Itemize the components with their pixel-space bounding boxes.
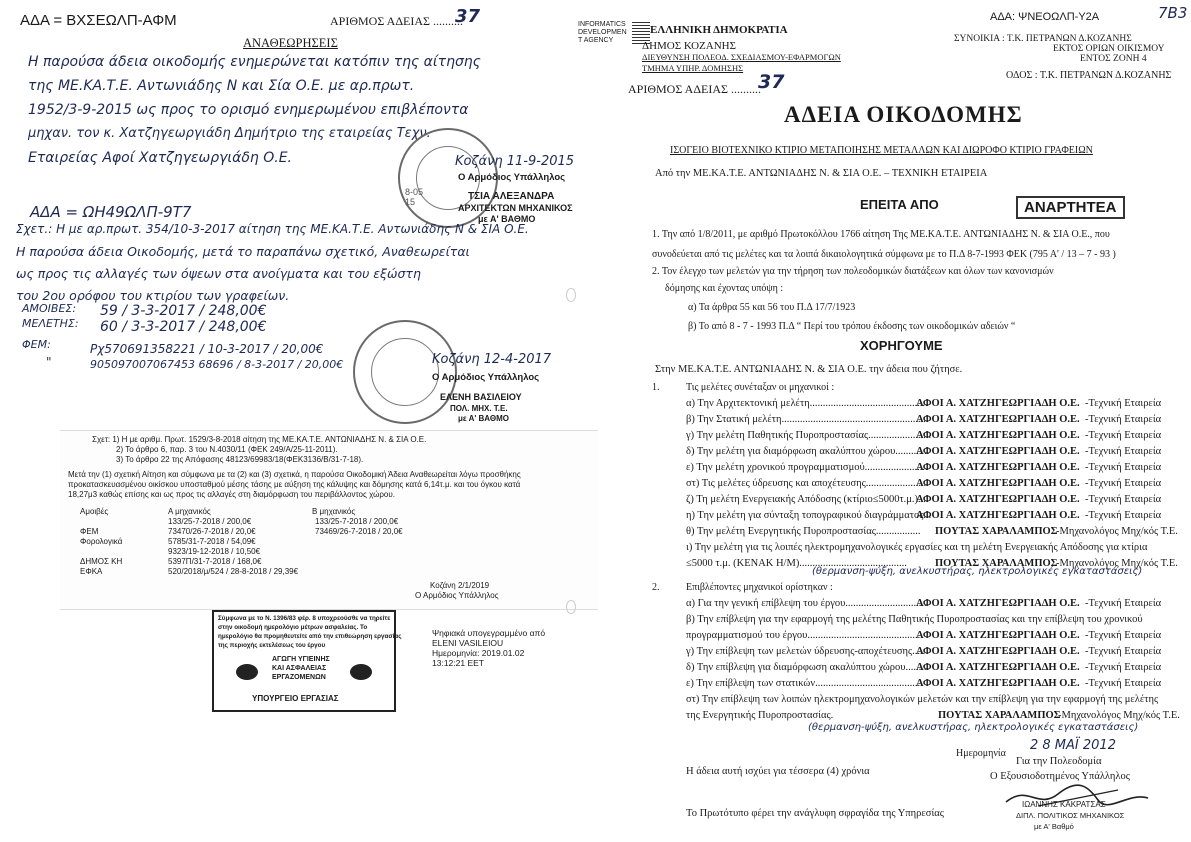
section-2-head: Επιβλέποντες μηχανικοί ορίστηκαν :: [686, 582, 833, 593]
hand-note-iota: (θερμανση-ψύξη, ανελκυστήρας, ηλεκτρολογικές εγκαταστάσεις): [812, 566, 1143, 577]
engineer-row: [598, 414, 1188, 430]
insert-row-b: 133/25-7-2018 / 200,0€: [315, 517, 399, 526]
isxyei-line: Η άδεια αυτή ισχύει για τέσσερα (4) χρόνια: [686, 766, 870, 777]
armodios-2: Ο Αρμόδιος Υπάλληλος: [432, 372, 540, 383]
engineer-row: [598, 446, 1188, 462]
engineer-iota-name: ΠΟΥΤΑΣ ΧΑΡΑΛΑΜΠΟΣ: [935, 558, 1058, 569]
hand-note-line: του 2ου ορόφου του κτιρίου των γραφείων.: [16, 288, 290, 303]
insert-row-a: 73470/26-7-2018 / 20,0€: [168, 527, 256, 536]
insert-row-a: 9323/19-12-2018 / 10,50€: [168, 547, 261, 556]
paragraph-2-line: 2. Τον έλεγχο των μελετών για την τήρηση των πολεοδομικών διατάξεων και όλων των κανονισμών: [652, 266, 1054, 277]
ministry-emblem-icon: [350, 664, 372, 680]
stamp-grade-1: με Α' ΒΑΘΜΟ: [478, 214, 536, 224]
meletes-label: ΜΕΛΕΤΗΣ:: [22, 317, 79, 330]
sxet-1: Σχετ: 1) Η με αριθμ. Πρωτ. 1529/3-8-2018 αίτηση της ΜΕ.ΚΑ.Τ.Ε. ΑΝΤΩΝΙΑΔΗΣ Ν. & ΣΙΑ Ο.Ε.: [92, 435, 427, 444]
engineer-row-name: ΠΟΥΤΑΣ ΧΑΡΑΛΑΜΠΟΣ: [935, 526, 1058, 537]
arithmos-value-left: 37: [455, 6, 481, 27]
ministry-stamp-line: της περιοχής εκτελέσεως του έργου: [218, 642, 326, 649]
xorigoume: ΧΟΡΗΓΟΥΜΕ: [860, 338, 943, 353]
apo-line: Από την ΜΕ.ΚΑ.Τ.Ε. ΑΝΤΩΝΙΑΔΗΣ Ν. & ΣΙΑ Ο.Ε. – ΤΕΧΝΙΚΗ ΕΤΑΙΡΕΙΑ: [655, 168, 988, 179]
digital-sig-line: Ψηφιακά υπογεγραμμένο από: [432, 628, 546, 638]
paragraph-1-line: συνοδεύεται από τις μελέτες και τα λοιπά δικαιολογητικά σύμφωνα με το Π.Δ 8-7-1993 ΦΕΚ (795 Α' / 13 – 7 - 93 ): [652, 249, 1116, 260]
hand-note-line: μηχαν. τον κ. Χατζηγεωργιάδη Δημήτριο της εταιρείας Τεχν.: [28, 126, 431, 141]
engineer-row-label: ε) Την μελέτη χρονικού προγραμματισμού........................: [686, 462, 928, 473]
ada-top-right: ΑΔΑ: ΨΝΕΟΩΛΠ-Υ2Α: [990, 11, 1100, 23]
paragraph-2b: β) Το από 8 - 7 - 1993 Π.Δ “ Περί του τρόπου έκδοσης των οικοδομικών αδειών “: [688, 321, 1016, 332]
digital-sig-line: ELENI VASILEIOU: [432, 638, 504, 648]
digital-sig-line: Ημερομηνία: 2019.01.02: [432, 648, 525, 658]
hand-top-right: 7Β3: [1158, 4, 1188, 22]
hand-note-line: ως προς τις αλλαγές των όψεων στα ανοίγματα και του εξώστη: [16, 266, 421, 281]
supervisor-row-type: -Τεχνική Εταιρεία: [1085, 678, 1162, 689]
engineer-row-type: -Τεχνική Εταιρεία: [1085, 430, 1162, 441]
sxet-3: 3) Το άρθρο 22 της Απόφασης 48123/69983/18(ΦΕΚ3136/Β/31-7-18).: [116, 455, 364, 464]
supervisor-row-label: της Ενεργητικής Πυροπροστασίας.: [686, 710, 834, 721]
insert-body-line: προκατασκευασμένου οικίσκου υποσταθμού μέσης τάσης με αύξηση της κάλυψης και δόμησης κατά 6,14τ.μ. και του όγκου κατά: [68, 480, 521, 489]
kozani-date-1: Κοζάνη 11-9-2015: [455, 154, 575, 169]
paragraph-2-line: δόμησης και έχοντας υπόψη :: [665, 283, 784, 294]
fem-label: ΦΕΜ:: [22, 338, 51, 351]
insert-body-line: Μετά την (1) σχετική Αίτηση και σύμφωνα με τα (2) και (3) σχετικά, η παρούσα Οικοδομική Άδεια Αναθεωρείται λόγω προσθήκης: [68, 470, 521, 479]
binder-hole: [566, 288, 576, 302]
imerominia-value: 2 8 ΜΑΪ 2012: [1030, 738, 1116, 753]
supervisor-row-label: στ) Την επίβλεψη των λοιπών ηλεκτρομηχανολογικών μελετών και την επίβλεψη για την εφαρμογή της μελέτης: [686, 694, 1159, 705]
signatory-name: ΙΩΑΝΝΗΣ ΚΑΚΡΑΤΣΑΣ: [1022, 800, 1106, 809]
engineer-iota-type: -Μηχανολόγος Μηχ/κός Τ.Ε.: [1056, 558, 1178, 569]
engineer-row-name: ΑΦΟΙ Α. ΧΑΤΖΗΓΕΩΡΓΙΑΔΗ Ο.Ε.: [916, 446, 1080, 457]
arithmos-label-right: ΑΡΙΘΜΟΣ ΑΔΕΙΑΣ ..........: [628, 82, 762, 96]
ministry-stamp-line: Σύμφωνα με το Ν. 1396/83 φέρ. 8 υποχρεούσθε να τηρείτε: [218, 615, 391, 622]
supervisor-row-label: β) Την επίβλεψη για την εφαρμογή της μελέτης Παθητικής Πυροπροστασίας και την επίβλεψη του χρονικού: [686, 614, 1143, 625]
engineer-row-label: δ) Την μελέτη για διαμόρφωση ακαλύπτου χώρου.............: [686, 446, 930, 457]
col-head-a: Α μηχανικός: [168, 507, 211, 516]
exousiodotimenos: Ο Εξουσιοδοτημένος Υπάλληλος: [990, 771, 1130, 782]
hand-note-line: Σχετ.: Η με αρ.πρωτ. 354/10-3-2017 αίτηση της ΜΕ.ΚΑ.Τ.Ε. Αντωνιάδης Ν & ΣΙΑ Ο.Ε.: [16, 222, 529, 236]
ministry-stamp-center: ΚΑΙ ΑΣΦΑΛΕΙΑΣ: [272, 665, 327, 672]
engineer-row-name: ΑΦΟΙ Α. ΧΑΤΖΗΓΕΩΡΓΙΑΔΗ Ο.Ε.: [916, 510, 1080, 521]
insert-row-label: ΕΦΚΑ: [80, 567, 103, 576]
engineer-row-type: -Τεχνική Εταιρεία: [1085, 446, 1162, 457]
engineer-row-name: ΑΦΟΙ Α. ΧΑΤΖΗΓΕΩΡΓΙΑΔΗ Ο.Ε.: [916, 478, 1080, 489]
engineer-row-type: -Τεχνική Εταιρεία: [1085, 462, 1162, 473]
tmima: ΤΜΗΜΑ ΥΠΗΡ. ΔΟΜΗΣΗΣ: [642, 63, 744, 73]
dieuthinsi: ΔΙΕΥΘΥΝΣΗ ΠΟΛΕΟΔ. ΣΧΕΔΙΑΣΜΟΥ-ΕΦΑΡΜΟΓΩΝ: [642, 52, 841, 62]
supervisor-row-label: ε) Την επίβλεψη των στατικών.........................................: [686, 678, 923, 689]
engineer-row-type: -Τεχνική Εταιρεία: [1085, 510, 1162, 521]
supervisor-row-label: γ) Την επίβλεψη των μελετών ύδρευσης-αποχέτευσης.....: [686, 646, 926, 657]
ministry-stamp-footer: ΥΠΟΥΡΓΕΙΟ ΕΡΓΑΣΙΑΣ: [252, 694, 339, 703]
supervisor-row-label: προγραμματισμού του έργου...........................................: [686, 630, 921, 641]
stin-line: Στην ΜΕ.ΚΑ.Τ.Ε. ΑΝΤΩΝΙΑΔΗΣ Ν. & ΣΙΑ Ο.Ε. την άδεια που ζήτησε.: [655, 364, 963, 375]
insert-body-line: 18,27μ3 καθώς επίσης και ως προς τις αλλαγές στη διαμόρφωση του περιβάλλοντος χώρου.: [68, 490, 395, 499]
gia-poleodomia: Για την Πολεοδομία: [1016, 756, 1102, 767]
supervisor-row-name: ΑΦΟΙ Α. ΧΑΤΖΗΓΕΩΡΓΙΑΔΗ Ο.Ε.: [916, 662, 1080, 673]
insert-row-a: 5785/31-7-2018 / 54,09€: [168, 537, 256, 546]
synoikia: ΣΥΝΟΙΚΙΑ : Τ.Κ. ΠΕΤΡΑΝΩΝ Δ.ΚΟΖΑΝΗΣ: [954, 34, 1132, 44]
amoives-label: ΑΜΟΙΒΕΣ:: [22, 302, 77, 315]
supervisor-row-name: ΑΦΟΙ Α. ΧΑΤΖΗΓΕΩΡΓΙΑΔΗ Ο.Ε.: [916, 630, 1080, 641]
engineer-row-label: γ) Την μελέτη Παθητικής Πυροπροστασίας........................: [686, 430, 932, 441]
hand-note-line: 1952/3-9-2015 ως προς το ορισμό ενημερωμένου επιβλέποντα: [28, 102, 469, 118]
supervisor-row-name: ΑΦΟΙ Α. ΧΑΤΖΗΓΕΩΡΓΙΑΔΗ Ο.Ε.: [916, 646, 1080, 657]
insert-row-label: Φορολογικά: [80, 537, 123, 546]
col-head-amoives: Αμοιβές: [80, 507, 109, 516]
ministry-stamp-line: στην οικοδομή ημερολόγιο μέτρων ασφαλείας. Το: [218, 624, 368, 631]
engineer-row-name: ΑΦΟΙ Α. ΧΑΤΖΗΓΕΩΡΓΙΑΔΗ Ο.Ε.: [916, 494, 1080, 505]
paragraph-1-line: 1. Την από 1/8/2011, με αριθμό Πρωτοκόλλου 1766 αίτηση Της ΜΕ.ΚΑ.Τ.Ε. ΑΝΤΩΝΙΑΔΗΣ Ν. & ΣΙΑ Ο.Ε., που: [652, 229, 1110, 240]
stamp-title-1: ΑΡΧΙΤΕΚΤΩΝ ΜΗΧΑΝΙΚΟΣ: [458, 203, 573, 213]
engineer-row: [598, 510, 1188, 526]
engineer-iota-line: ι) Την μελέτη για τις λοιπές ηλεκτρομηχανολογικές εργασίες και τη μελέτη Ενεργειακής Απόδοσης για κτίρια: [686, 542, 1148, 553]
supervisor-row-type: -Τεχνική Εταιρεία: [1085, 662, 1162, 673]
engineer-row: [598, 494, 1188, 510]
insert-row-label: ΦΕΜ: [80, 527, 99, 536]
engineer-row-name: ΑΦΟΙ Α. ΧΑΤΖΗΓΕΩΡΓΙΑΔΗ Ο.Ε.: [916, 414, 1080, 425]
hand-note-st: (θερμανση-ψύξη, ανελκυστήρας, ηλεκτρολογικές εγκαταστάσεις): [808, 722, 1139, 733]
stamp-name-2: ΕΛΕΝΗ ΒΑΣΙΛΕΙΟΥ: [440, 392, 522, 402]
supervisor-row-name: ΑΦΟΙ Α. ΧΑΤΖΗΓΕΩΡΓΙΑΔΗ Ο.Ε.: [916, 678, 1080, 689]
supervisor-row-name: ΠΟΥΤΑΣ ΧΑΡΑΛΑΜΠΟΣ: [938, 710, 1061, 721]
stamp-title-2: ΠΟΛ. ΜΗΧ. Τ.Ε.: [450, 404, 508, 413]
engineer-row-label: θ) Την μελέτη Ενεργητικής Πυροπροστασίας.................: [686, 526, 921, 537]
meletes-value: 60 / 3-3-2017 / 248,00€: [100, 319, 267, 335]
insert-row-label: ΔΗΜΟΣ ΚΗ: [80, 557, 123, 566]
right-page: [578, 0, 1191, 842]
engineer-row-name: ΑΦΟΙ Α. ΧΑΤΖΗΓΕΩΡΓΙΑΔΗ Ο.Ε.: [916, 398, 1080, 409]
ektos-orion: ΕΚΤΟΣ ΟΡΙΩΝ ΟΙΚΙΣΜΟΥ: [1053, 44, 1165, 54]
amoives-value: 59 / 3-3-2017 / 248,00€: [100, 303, 267, 319]
digital-sig-line: 13:12:21 EET: [432, 658, 484, 668]
stamp-name-1: ΤΣΙΑ ΑΛΕΞΑΝΔΡΑ: [468, 191, 555, 202]
signatory-title: ΔΙΠΛ. ΠΟΛΙΤΙΚΟΣ ΜΗΧΑΝΙΚΟΣ: [1016, 811, 1125, 820]
supervisor-row-name: ΑΦΟΙ Α. ΧΑΤΖΗΓΕΩΡΓΙΑΔΗ Ο.Ε.: [916, 598, 1080, 609]
logo-line: T AGENCY: [578, 37, 614, 44]
fem-value-1: Ρχ570691358221 / 10-3-2017 / 20,00€: [90, 342, 324, 356]
armodios-1: Ο Αρμόδιος Υπάλληλος: [458, 172, 566, 183]
supervisor-row-label: α) Για την γενική επίβλεψη του έργου...............................: [686, 598, 927, 609]
revision-insert: [60, 430, 600, 610]
engineer-row: [598, 526, 1188, 542]
engineer-row-name: ΑΦΟΙ Α. ΧΑΤΖΗΓΕΩΡΓΙΑΔΗ Ο.Ε.: [916, 430, 1080, 441]
odos: ΟΔΟΣ : Τ.Κ. ΠΕΤΡΑΝΩΝ Δ.ΚΟΖΑΝΗΣ: [1006, 70, 1172, 81]
engineer-row-type: -Τεχνική Εταιρεία: [1085, 398, 1162, 409]
stamp-grade-2: με Α' ΒΑΘΜΟ: [458, 414, 509, 423]
signatory-grade: με Α' Βαθμό: [1034, 822, 1074, 831]
paragraph-2a: α) Τα άρθρα 55 και 56 του Π.Δ 17/7/1923: [688, 302, 856, 313]
engineer-row-label: α) Την Αρχιτεκτονική μελέτη.............................................: [686, 398, 928, 409]
ada-top-left: ΑΔΑ = ΒΧΣΕΩΛΠ-ΑΦΜ: [20, 12, 177, 29]
hand-note-line: Η παρούσα άδεια Οικοδομής, μετά το παραπάνω σχετικό, Αναθεωρείται: [16, 244, 470, 259]
hand-note-line: της ΜΕ.ΚΑ.Τ.Ε. Αντωνιάδης Ν και Σία Ο.Ε. με αρ.πρωτ.: [28, 78, 415, 94]
engineer-row-type: -Τεχνική Εταιρεία: [1085, 494, 1162, 505]
ministry-labour-stamp: [212, 610, 402, 712]
supervisor-row-type: -Μηχανολόγος Μηχ/κός Τ.Ε.: [1058, 710, 1180, 721]
col-head-b: Β μηχανικός: [312, 507, 356, 516]
engineer-row: [598, 398, 1188, 414]
ada-2: ΑΔΑ = ΩΗ49ΩΛΠ-9Τ7: [30, 203, 192, 221]
dimos: ΔΗΜΟΣ ΚΟΖΑΝΗΣ: [642, 40, 736, 52]
engineer-row: [598, 478, 1188, 494]
engineer-row-label: η) Την μελέτη για σύνταξη τοπογραφικού διαγράμματος...: [686, 510, 932, 521]
supervisor-row-label: δ) Την επίβλεψη για διαμόρφωση ακαλύπτου χώρου.........: [686, 662, 930, 673]
supervisor-row-type: -Τεχνική Εταιρεία: [1085, 646, 1162, 657]
imerominia-label: Ημερομηνία: [956, 748, 1006, 759]
hand-note-line: Η παρούσα άδεια οικοδομής ενημερώνεται κατόπιν της αίτησης: [28, 54, 481, 70]
small-num: 15: [405, 197, 416, 207]
elliniki-dimokratia: ΕΛΛΗΝΙΚΗ ΔΗΜΟΚΡΑΤΙΑ: [650, 24, 788, 36]
fem-quote: ": [46, 355, 52, 369]
arithmos-label-left: ΑΡΙΘΜΟΣ ΑΔΕΙΑΣ ..........: [330, 14, 464, 28]
armodios-3: Ο Αρμόδιος Υπάλληλος: [415, 591, 499, 600]
engineer-iota-line: ≤5000 τ.μ. (ΚΕΝΑΚ Η/Μ).........................................: [686, 558, 907, 569]
binder-hole: [566, 600, 576, 614]
section-1-number: 1.: [652, 382, 660, 393]
engineer-row-type: -Τεχνική Εταιρεία: [1085, 478, 1162, 489]
protototipo-line: Το Πρωτότυπο φέρει την ανάγλυφη σφραγίδα της Υπηρεσίας: [686, 808, 944, 819]
entos-zoni: ΕΝΤΟΣ ΖΟΝΗ 4: [1080, 54, 1147, 64]
insert-row-a: 520/2018/μ/524 / 28-8-2018 / 29,39€: [168, 567, 299, 576]
small-num: 8-05: [405, 187, 424, 197]
hand-note-line: Εταιρείας Αφοί Χατζηγεωργιάδη Ο.Ε.: [28, 150, 292, 166]
ministry-emblem-icon: [236, 664, 258, 680]
sxet-2: 2) Το άρθρο 6, παρ. 3 του Ν.4030/11 (ΦΕΚ 249/Α/25-11-2011).: [116, 445, 338, 454]
engineer-row-type: -Μηχανολόγος Μηχ/κός Τ.Ε.: [1056, 526, 1178, 537]
engineer-row: [598, 462, 1188, 478]
epeita-apo: ΕΠΕΙΤΑ ΑΠΟ: [860, 197, 939, 212]
engineer-row-label: β) Την Στατική μελέτη........................................................: [686, 414, 929, 425]
logo-line: DEVELOPMEN: [578, 29, 627, 36]
insert-row-a: 5397Π/31-7-2018 / 168,0€: [168, 557, 262, 566]
fem-value-2: 905097007067453 68696 / 8-3-2017 / 20,00€: [90, 358, 344, 371]
logo-line: INFORMATICS: [578, 21, 626, 28]
insert-row-a: 133/25-7-2018 / 200,0€: [168, 517, 252, 526]
engineer-row-label: στ) Τις μελέτες ύδρευσης και αποχέτευσης.......................: [686, 478, 927, 489]
supervisor-row-type: -Τεχνική Εταιρεία: [1085, 598, 1162, 609]
section-2-number: 2.: [652, 582, 660, 593]
kozani-date-3: Κοζάνη 2/1/2019: [430, 581, 490, 590]
engineer-row-type: -Τεχνική Εταιρεία: [1085, 414, 1162, 425]
anartitea-stamp: ΑΝΑΡΤΗΤΕΑ: [1016, 196, 1125, 219]
engineer-row-name: ΑΦΟΙ Α. ΧΑΤΖΗΓΕΩΡΓΙΑΔΗ Ο.Ε.: [916, 462, 1080, 473]
engineer-row-label: ζ) Τη μελέτη Ενεργειακής Απόδοσης (κτίριο≤5000τ.μ.)....: [686, 494, 929, 505]
kozani-date-2: Κοζάνη 12-4-2017: [432, 352, 552, 367]
ministry-stamp-line: ημερολόγιο θα προμηθευτείτε από την επιθεώρηση εργασίας: [218, 633, 402, 640]
supervisor-row-type: -Τεχνική Εταιρεία: [1085, 630, 1162, 641]
engineer-row: [598, 430, 1188, 446]
page-title: ΑΔΕΙΑ ΟΙΚΟΔΟΜΗΣ: [784, 102, 1023, 127]
section-1-head: Τις μελέτες συνέταξαν οι μηχανικοί :: [686, 382, 835, 393]
arithmos-value-right: 37: [758, 71, 785, 93]
insert-row-b: 73469/26-7-2018 / 20,0€: [315, 527, 403, 536]
subtitle: ΙΣΟΓΕΙΟ ΒΙΟΤΕΧΝΙΚΟ ΚΤΙΡΙΟ ΜΕΤΑΠΟΙΗΣΗΣ ΜΕΤΑΛΛΩΝ ΚΑΙ ΔΙΩΡΟΦΟ ΚΤΙΡΙΟ ΓΡΑΦΕΙΩΝ: [670, 145, 1093, 156]
anatheoriseis-heading: ΑΝΑΘΕΩΡΗΣΕΙΣ: [243, 36, 338, 50]
ministry-stamp-center: ΕΡΓΑΖΟΜΕΝΩΝ: [272, 674, 326, 681]
ministry-stamp-center: ΑΓΩΓΗ ΥΓΙΕΙΝΗΣ: [272, 656, 330, 663]
